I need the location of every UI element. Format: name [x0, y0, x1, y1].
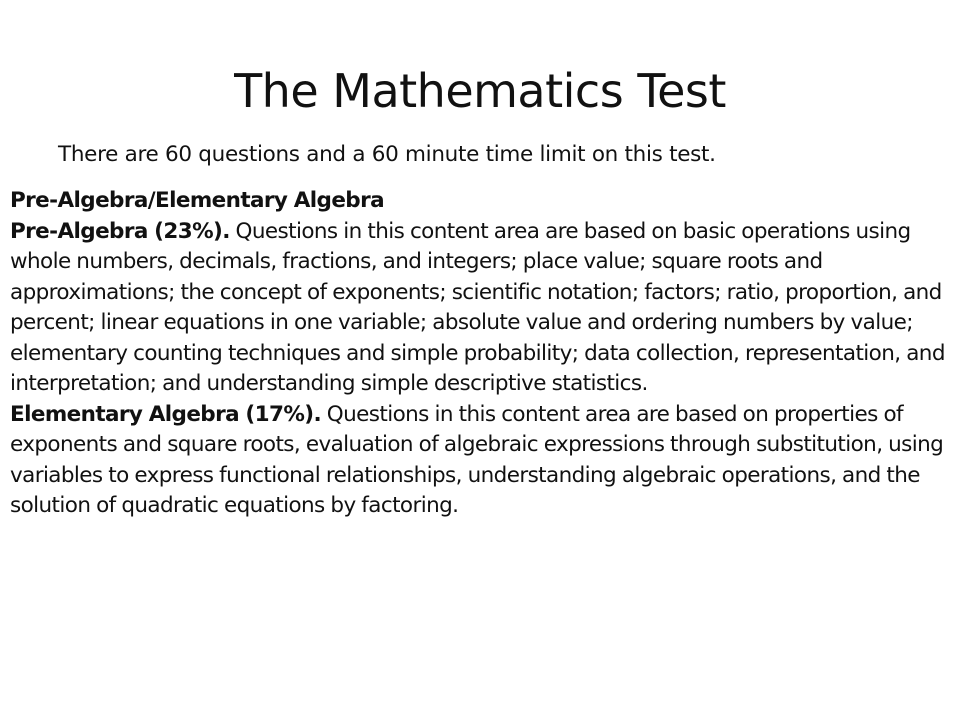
elementary-algebra-label: Elementary Algebra (17%).	[10, 401, 322, 427]
slide-body	[10, 186, 955, 522]
pre-algebra-text: Questions in this content area are based on basic operations using whole numbers, decimals, fractions, and integers; place value; square roots and approximations; the concept of exponents; scientific notation; factors; ratio, proportion, and percent; linear equations in one variable; absolute value and ordering numbers by value; elementary counting techniques and simple probability; data collection, representation, and interpretation; and understanding simple descriptive statistics.	[10, 218, 945, 396]
elementary-algebra-paragraph	[10, 400, 955, 522]
slide-title: The Mathematics Test	[234, 64, 726, 118]
pre-algebra-paragraph	[10, 217, 955, 400]
pre-algebra-label: Pre-Algebra (23%).	[10, 218, 230, 244]
slide-subtitle: There are 60 questions and a 60 minute time limit on this test.	[58, 142, 716, 167]
elementary-algebra-text: Questions in this content area are based on properties of exponents and square roots, evaluation of algebraic expressions through substitution, using variables to express functional relationships, understanding algebraic operations, and the solution of quadratic equations by factoring.	[10, 401, 944, 518]
section-heading: Pre-Algebra/Elementary Algebra	[10, 188, 385, 213]
